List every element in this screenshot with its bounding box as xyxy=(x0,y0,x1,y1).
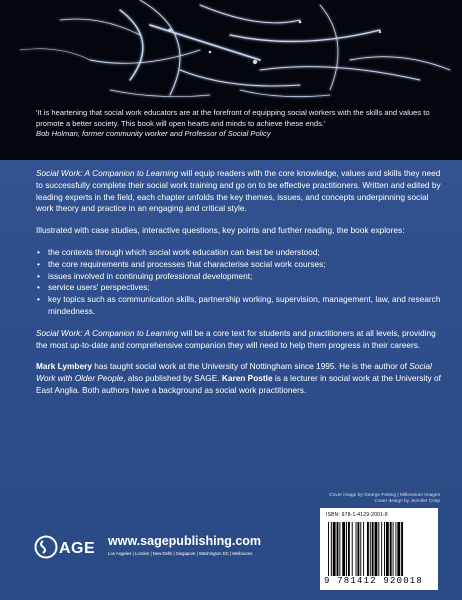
svg-text:AGE: AGE xyxy=(59,540,96,557)
list-item: • the core requirements and processes that characterise social work courses; xyxy=(48,259,446,271)
authors-text-1: has taught social work at the University of Nottingham since 1995. He is the author of xyxy=(91,361,410,372)
book-title-intro: Social Work: A Companion to Learning xyxy=(36,168,179,178)
barcode-image xyxy=(328,522,430,576)
other-book-title: Social Work with Older People xyxy=(36,361,432,384)
intro-text: will equip readers with the core knowledge, values and skills they need to successfully complete their social work training and go on to be effective practitioners. Written and edited by leading experts in the field, each chapter unfolds the key themes, issues, and concepts underpinning social work theory and practice in an engaging and critical style. xyxy=(36,168,441,214)
quote-attribution: Bob Holman, former community worker and Professor of Social Policy xyxy=(36,129,271,139)
core-text: will be a core text for students and practitioners at all levels, providing the most up-to-date and comprehensive companion they will need to help them progress in their careers. xyxy=(36,327,436,350)
cover-credits xyxy=(329,493,440,505)
author-name-1: Mark Lymbery xyxy=(36,361,92,372)
list-item: • issues involved in continuing professional development; xyxy=(48,271,446,283)
cover-image-credit: Cover image by George Fetting | Millennium Images xyxy=(329,493,440,498)
authors-paragraph xyxy=(36,361,446,396)
cover-photo-light-trails xyxy=(0,0,462,160)
author-name-2: Karen Postle xyxy=(221,373,273,384)
publisher-url[interactable]: www.sagepublishing.com xyxy=(108,534,262,548)
topics-list xyxy=(36,247,446,318)
authors-text-3: is a lecturer in social work at the University of East Anglia. Both authors have a background as social work practitioners. xyxy=(36,373,441,395)
sage-logo-icon xyxy=(34,532,104,562)
intro-paragraph xyxy=(36,168,446,215)
core-text-paragraph xyxy=(36,328,446,352)
authors-text-2: , also published by SAGE. xyxy=(123,373,222,384)
barcode-panel xyxy=(320,508,438,590)
barcode-digits: 9 781412 920018 xyxy=(324,576,424,586)
book-title-core: Social Work: A Companion to Learning xyxy=(36,327,179,338)
publisher-cities: Los Angeles | London | New Delhi | Singapore | Washington DC | Melbourne xyxy=(108,551,253,556)
quote-text: 'It is heartening that social work educators are at the forefront of equipping social workers with the skills and values to promote a better society. This book will open hearts and minds to achieve these ends.' xyxy=(36,108,430,128)
explores-lead: Illustrated with case studies, interactive questions, key points and further reading, the book explores: xyxy=(36,225,405,236)
list-item: • the contexts through which social work education can best be understood; xyxy=(48,247,446,259)
isbn-label: ISBN: 978-1-4129-2001-8 xyxy=(326,512,388,518)
list-item: • key topics such as communication skills, partnership working, supervision, management, law, and research mindedness. xyxy=(48,294,446,318)
cover-design-credit: Cover design by Jennifer Crisp xyxy=(374,499,440,504)
blurb xyxy=(36,168,446,407)
endorsement-quote xyxy=(36,108,444,140)
list-item: • service users' perspectives; xyxy=(48,282,446,294)
